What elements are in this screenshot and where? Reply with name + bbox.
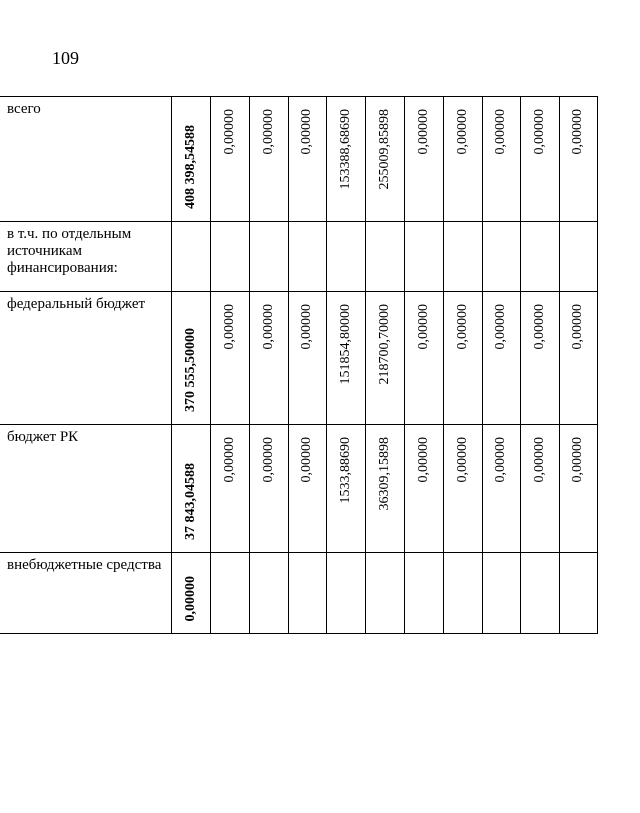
- cell-value: 0,00000: [454, 109, 470, 155]
- value-cell: [443, 425, 482, 553]
- cell-value: 0,00000: [260, 437, 276, 483]
- value-cell: [210, 222, 249, 292]
- cell-value: 0,00000: [221, 304, 237, 350]
- cell-value: 0,00000: [415, 437, 431, 483]
- cell-value: 0,00000: [570, 109, 585, 155]
- cell-value: 0,00000: [299, 109, 314, 155]
- row-label: бюджет РК: [7, 429, 79, 445]
- cell-value: 0,00000: [493, 304, 508, 350]
- total-value: 370 555,50000: [182, 328, 198, 412]
- total-cell: [171, 553, 210, 634]
- value-cell: [365, 553, 404, 634]
- cell-value: 0,00000: [570, 304, 585, 350]
- value-cell: [404, 97, 443, 222]
- cell-value: 36309,15898: [376, 437, 392, 511]
- row-label-cell: [0, 425, 171, 553]
- value-cell: [365, 425, 404, 553]
- funding-table: [0, 96, 598, 634]
- value-cell: [559, 553, 597, 634]
- value-cell: [443, 97, 482, 222]
- table-row: [0, 553, 597, 634]
- cell-value: 0,00000: [260, 109, 276, 155]
- value-cell: [482, 292, 520, 425]
- table-row: [0, 292, 597, 425]
- value-cell: [326, 97, 365, 222]
- value-cell: [288, 97, 326, 222]
- value-cell: [482, 222, 520, 292]
- cell-value: 0,00000: [454, 304, 470, 350]
- row-label-cell: [0, 553, 171, 634]
- value-cell: [326, 425, 365, 553]
- value-cell: [249, 222, 288, 292]
- total-cell: [171, 292, 210, 425]
- total-cell: [171, 222, 210, 292]
- cell-value: 0,00000: [221, 437, 237, 483]
- value-cell: [210, 292, 249, 425]
- row-label-cell: [0, 222, 171, 292]
- cell-value: 0,00000: [299, 304, 314, 350]
- cell-value: 0,00000: [415, 109, 431, 155]
- value-cell: [365, 97, 404, 222]
- cell-value: 255009,85898: [376, 109, 392, 190]
- value-cell: [520, 97, 559, 222]
- row-label: в т.ч. по отдельным источникам финансирования:: [7, 226, 132, 276]
- value-cell: [404, 553, 443, 634]
- row-label: всего: [7, 101, 41, 117]
- cell-value: 218700,70000: [376, 304, 392, 385]
- total-value: 37 843,04588: [182, 463, 198, 540]
- value-cell: [326, 222, 365, 292]
- cell-value: 0,00000: [454, 437, 470, 483]
- value-cell: [443, 222, 482, 292]
- value-cell: [520, 425, 559, 553]
- row-label-cell: [0, 292, 171, 425]
- row-label: федеральный бюджет: [7, 296, 146, 312]
- value-cell: [326, 292, 365, 425]
- value-cell: [559, 425, 597, 553]
- cell-value: 0,00000: [221, 109, 237, 155]
- cell-value: 0,00000: [493, 437, 508, 483]
- total-value: 0,00000: [182, 575, 198, 621]
- cell-value: 0,00000: [260, 304, 276, 350]
- value-cell: [443, 553, 482, 634]
- value-cell: [559, 292, 597, 425]
- total-cell: [171, 97, 210, 222]
- value-cell: [443, 292, 482, 425]
- value-cell: [288, 222, 326, 292]
- value-cell: [520, 553, 559, 634]
- cell-value: 0,00000: [299, 437, 314, 483]
- row-label: внебюджетные средства: [7, 557, 162, 573]
- cell-value: 0,00000: [570, 437, 585, 483]
- table-row: [0, 425, 597, 553]
- value-cell: [482, 97, 520, 222]
- value-cell: [404, 425, 443, 553]
- cell-value: 1533,88690: [337, 437, 353, 504]
- row-label-cell: [0, 97, 171, 222]
- value-cell: [404, 222, 443, 292]
- total-cell: [171, 425, 210, 553]
- value-cell: [249, 425, 288, 553]
- value-cell: [482, 553, 520, 634]
- cell-value: 153388,68690: [337, 109, 353, 190]
- value-cell: [249, 97, 288, 222]
- value-cell: [210, 425, 249, 553]
- value-cell: [210, 553, 249, 634]
- value-cell: [210, 97, 249, 222]
- value-cell: [404, 292, 443, 425]
- total-value: 408 398,54588: [182, 125, 198, 209]
- cell-value: 0,00000: [493, 109, 508, 155]
- value-cell: [288, 292, 326, 425]
- value-cell: [520, 222, 559, 292]
- table-row: [0, 222, 597, 292]
- cell-value: 0,00000: [531, 109, 547, 155]
- cell-value: 0,00000: [415, 304, 431, 350]
- cell-value: 0,00000: [531, 304, 547, 350]
- value-cell: [249, 292, 288, 425]
- cell-value: 0,00000: [531, 437, 547, 483]
- value-cell: [559, 97, 597, 222]
- value-cell: [326, 553, 365, 634]
- table-row: [0, 97, 597, 222]
- cell-value: 151854,80000: [337, 304, 353, 385]
- value-cell: [482, 425, 520, 553]
- value-cell: [520, 292, 559, 425]
- value-cell: [288, 425, 326, 553]
- value-cell: [249, 553, 288, 634]
- value-cell: [365, 222, 404, 292]
- value-cell: [288, 553, 326, 634]
- value-cell: [365, 292, 404, 425]
- page-number: 109: [52, 48, 79, 68]
- value-cell: [559, 222, 597, 292]
